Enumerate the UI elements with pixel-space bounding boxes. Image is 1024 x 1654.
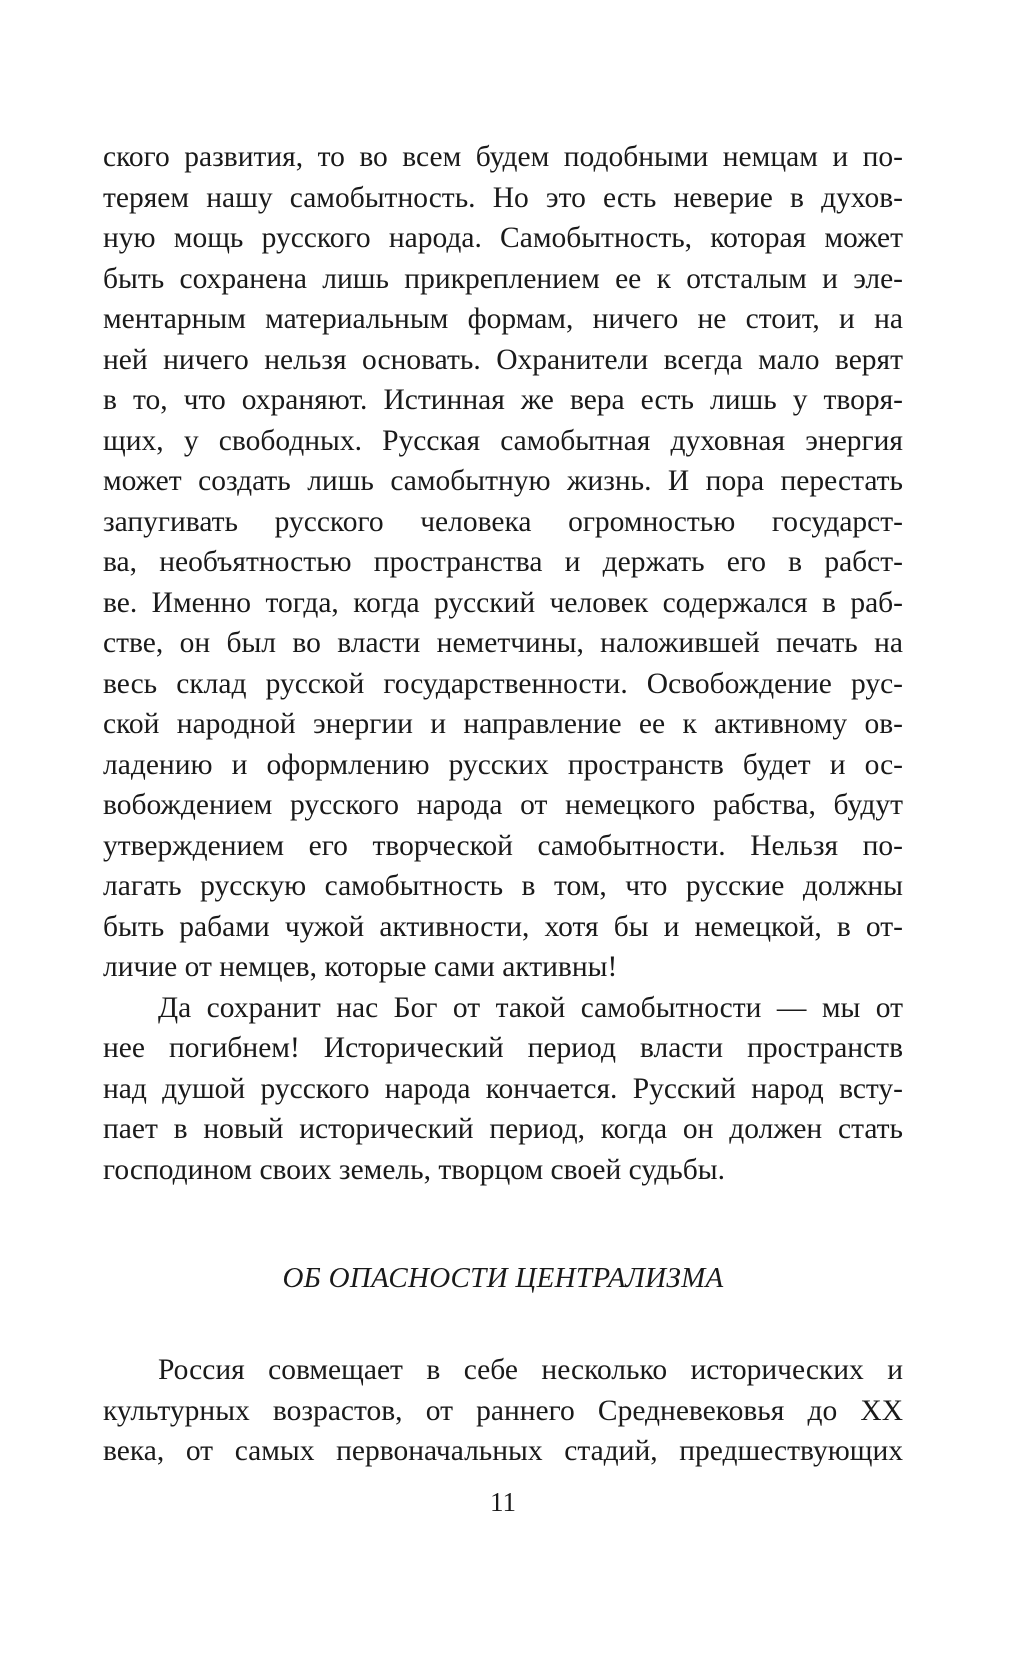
section-heading: ОБ ОПАСНОСТИ ЦЕНТРАЛИЗМА xyxy=(282,1262,724,1294)
text-line: быть рабами чужой активности, хотя бы и немецкой, в от- xyxy=(103,911,903,943)
text-line: ского развития, то во всем будем подобными немцам и по- xyxy=(103,141,903,173)
text-line: теряем нашу самобытность. Но это есть неверие в духов- xyxy=(103,182,903,214)
text-line: быть сохранена лишь прикреплением ее к отсталым и эле- xyxy=(103,263,903,295)
text-line: щих, у свободных. Русская самобытная духовная энергия xyxy=(103,425,903,457)
text-line: личие от немцев, которые сами активны! xyxy=(103,951,618,983)
text-line: над душой русского народа кончается. Русский народ всту- xyxy=(103,1073,903,1105)
text-line: стве, он был во власти неметчины, наложившей печать на xyxy=(103,627,903,659)
text-line: Да сохранит нас Бог от такой самобытности — мы от xyxy=(158,992,903,1024)
text-line: ную мощь русского народа. Самобытность, которая может xyxy=(103,222,903,254)
text-line: нее погибнем! Исторический период власти пространств xyxy=(103,1032,903,1064)
page-number: 11 xyxy=(490,1487,516,1517)
text-line: утверждением его творческой самобытности. Нельзя по- xyxy=(103,830,903,862)
text-line: ментарным материальным формам, ничего не стоит, и на xyxy=(103,303,903,335)
text-line: пает в новый исторический период, когда он должен стать xyxy=(103,1113,903,1145)
text-line: вобождением русского народа от немецкого рабства, будут xyxy=(103,789,903,821)
text-line: Россия совмещает в себе несколько исторических и xyxy=(158,1354,903,1386)
text-line: ве. Именно тогда, когда русский человек содержался в раб- xyxy=(103,587,903,619)
text-line: господином своих земель, творцом своей судьбы. xyxy=(103,1154,725,1186)
text-line: ладению и оформлению русских пространств будет и ос- xyxy=(103,749,903,781)
text-line: запугивать русского человека огромностью государст- xyxy=(103,506,903,538)
text-line: может создать лишь самобытную жизнь. И пора перестать xyxy=(103,465,903,497)
text-line: ней ничего нельзя основать. Охранители всегда мало верят xyxy=(103,344,903,376)
text-line: в то, что охраняют. Истинная же вера есть лишь у творя- xyxy=(103,384,903,416)
text-line: века, от самых первоначальных стадий, предшествующих xyxy=(103,1435,903,1467)
text-line: лагать русскую самобытность в том, что русские должны xyxy=(103,870,903,902)
text-line: культурных возрастов, от раннего Средневековья до XX xyxy=(103,1395,903,1427)
text-line: ской народной энергии и направление ее к активному ов- xyxy=(103,708,903,740)
text-line: весь склад русской государственности. Освобождение рус- xyxy=(103,668,903,700)
text-line: ва, необъятностью пространства и держать его в рабст- xyxy=(103,546,903,578)
